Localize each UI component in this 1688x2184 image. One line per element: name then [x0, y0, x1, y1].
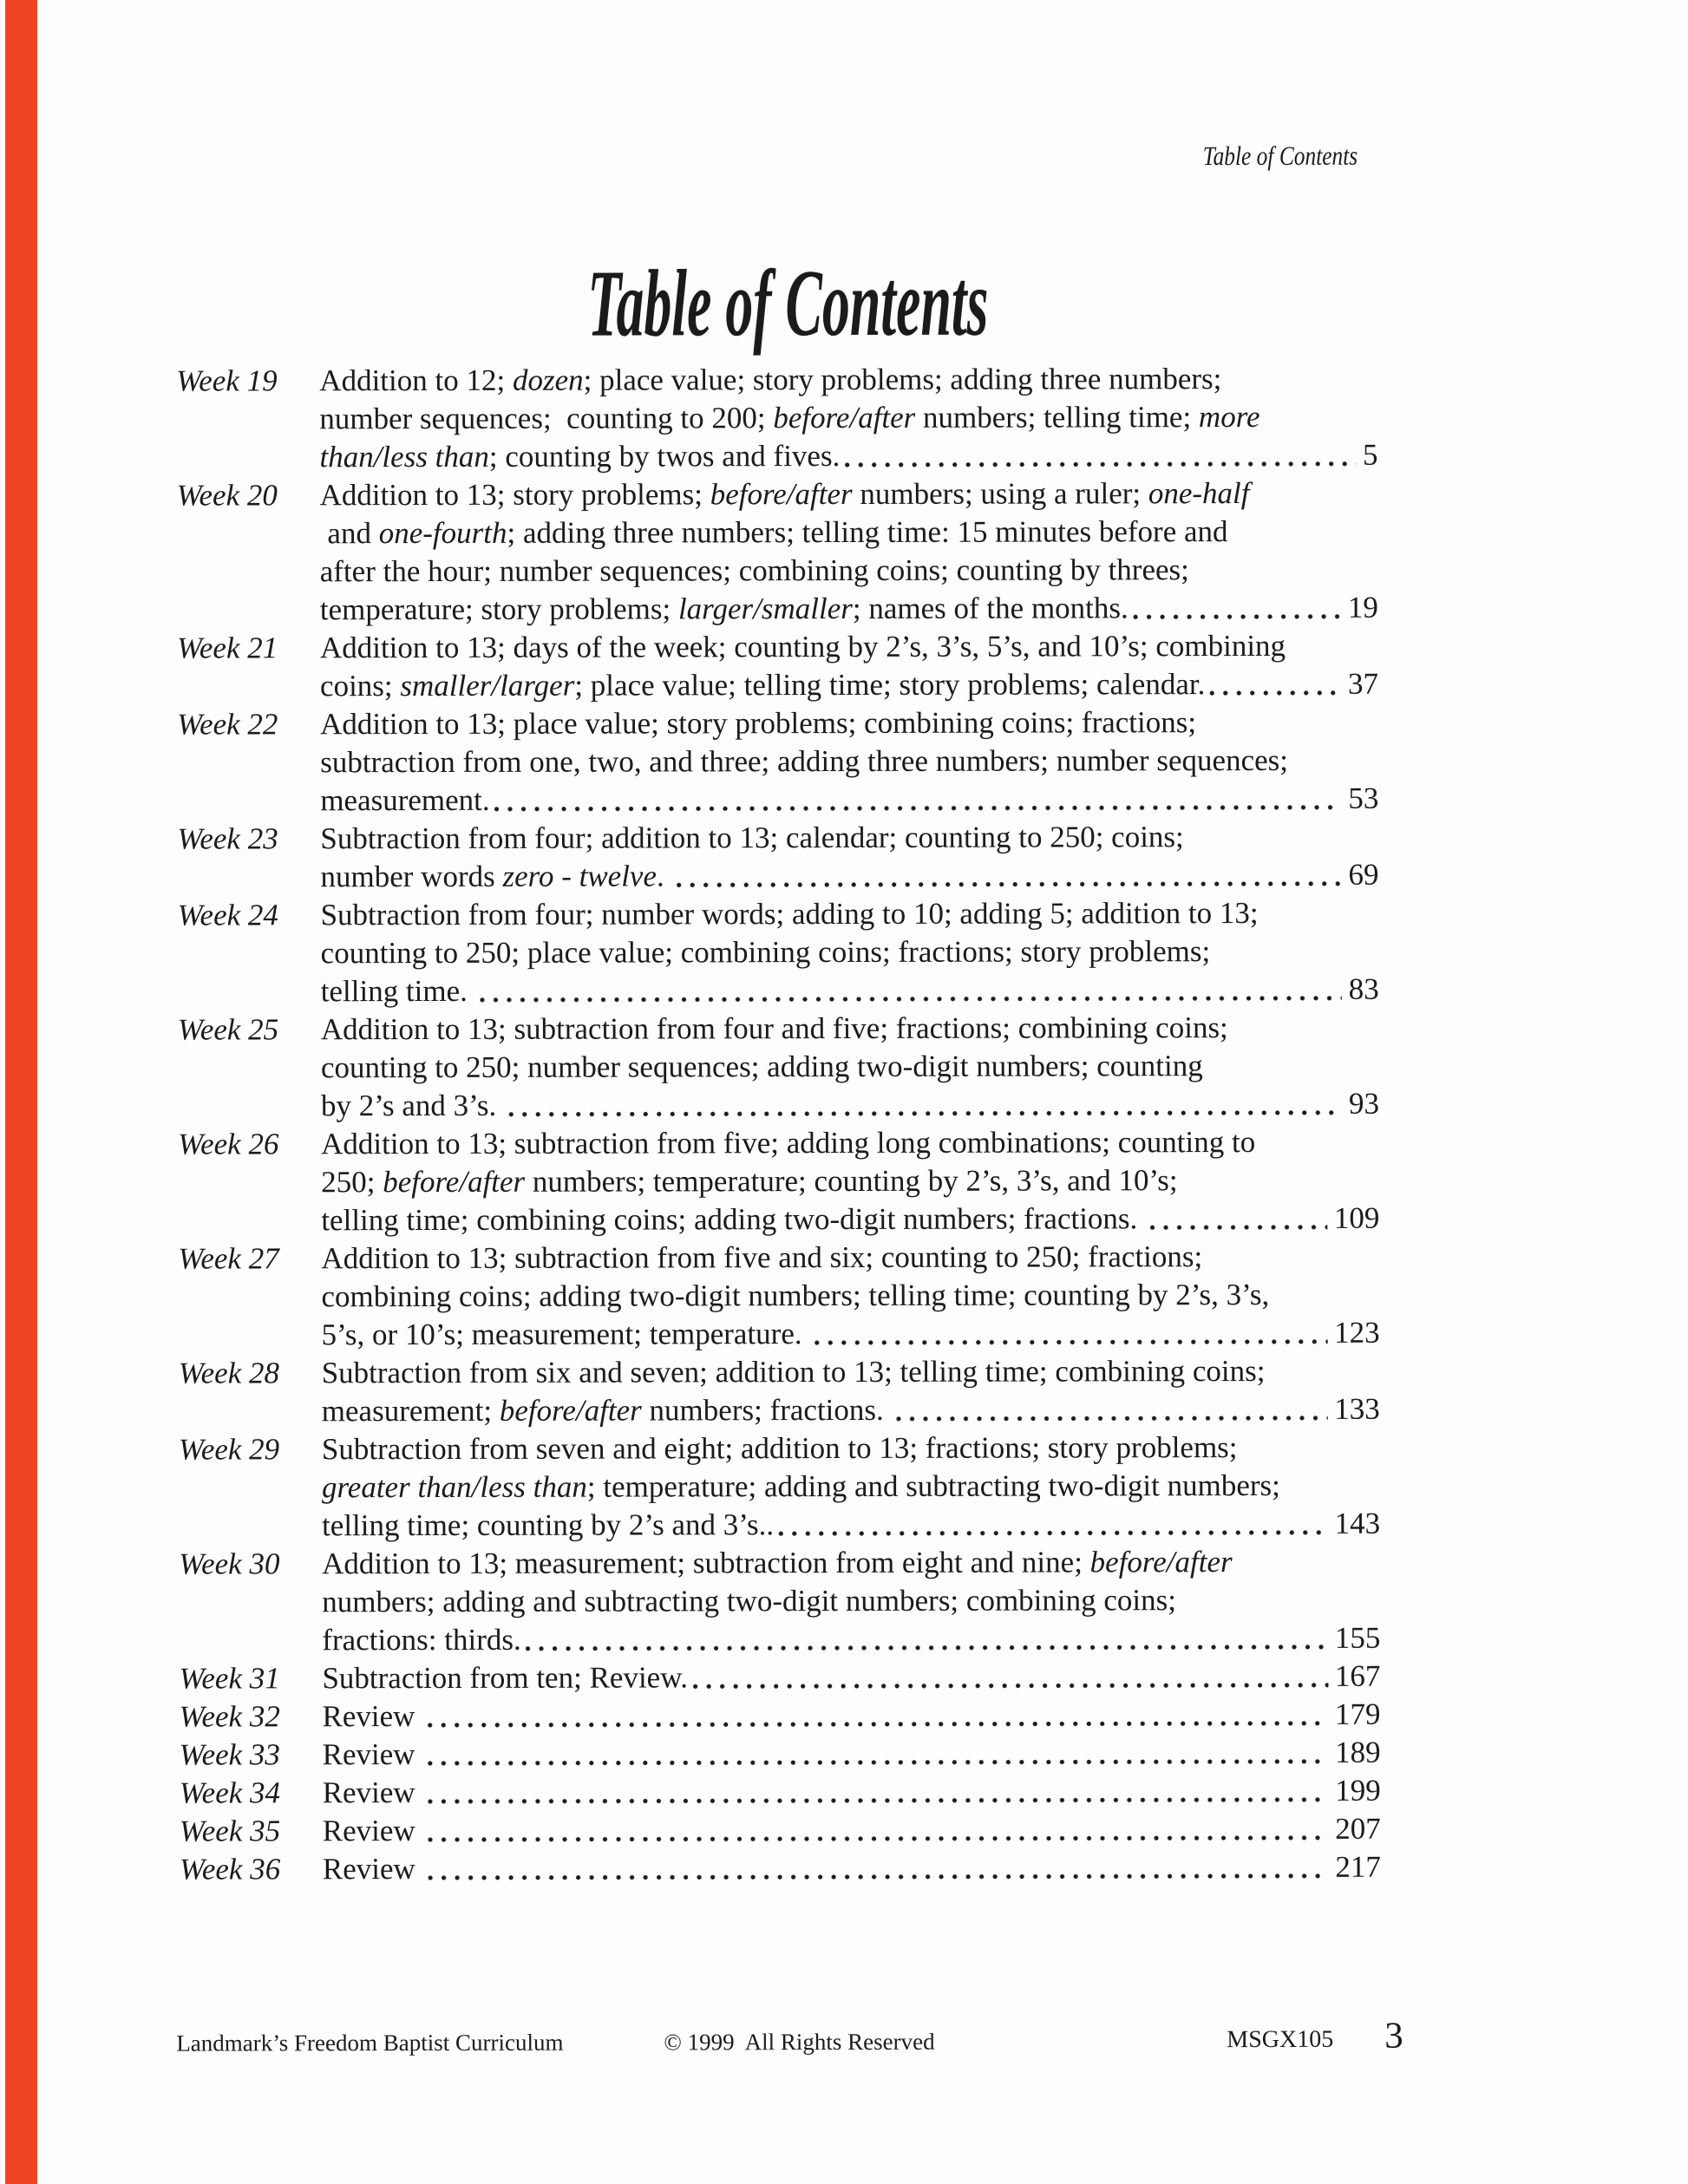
toc-entry-label: Week 31 [179, 1661, 280, 1696]
toc-line-text [319, 437, 840, 476]
toc-line-text [321, 1200, 1145, 1239]
toc-line-segment: dozen [512, 363, 584, 397]
toc-line-text [322, 1506, 774, 1545]
toc-entry-label: Week 32 [179, 1699, 280, 1734]
dot-leader [1149, 1223, 1327, 1232]
toc-line-segment: before/after [383, 1164, 526, 1200]
toc-entry-label: Week 29 [178, 1432, 280, 1467]
toc-line-segment: by 2’s and 3’s. [320, 1088, 505, 1123]
toc-entry-line [319, 360, 1377, 401]
toc-line-text [320, 665, 1205, 705]
toc-line-segment: 250; [321, 1165, 383, 1200]
toc-line-segment: after the hour; number sequences; combining coins; counting by threes; [319, 553, 1189, 589]
toc-line-segment: Addition to 13; place value; story problems; combining coins; fractions; [320, 705, 1197, 742]
toc-entry [177, 818, 1378, 897]
toc-entry-text [323, 1772, 1381, 1813]
toc-line-text [323, 1812, 423, 1850]
toc-line-segment: more [1198, 399, 1260, 435]
toc-entry-text [323, 1734, 1381, 1775]
toc-entry-text [322, 1658, 1380, 1698]
toc-entry-line [322, 1390, 1380, 1431]
toc-entry [179, 1429, 1380, 1546]
toc-line-segment: . [656, 859, 672, 893]
toc-entry-label: Week 21 [176, 631, 278, 665]
toc-line-text [321, 972, 475, 1010]
toc-line-text [321, 1049, 1203, 1084]
toc-entry-line [321, 1200, 1379, 1240]
toc-line-text [322, 1697, 422, 1736]
toc-entry-line [320, 589, 1378, 630]
dot-leader [692, 1681, 1328, 1691]
toc-entry-line [320, 551, 1378, 592]
toc-entry-line [322, 1467, 1380, 1507]
toc-line-text [321, 1010, 1228, 1046]
toc-line-segment: Subtraction from four; addition to 13; calendar; counting to 250; coins; [320, 820, 1184, 856]
toc-page-number: 5 [1362, 437, 1378, 472]
toc-line-text [320, 857, 671, 896]
toc-line-segment: numbers; telling time; [915, 400, 1199, 435]
dot-leader [427, 1834, 1328, 1844]
toc-entry-line [322, 1581, 1380, 1622]
running-header [1203, 141, 1392, 172]
toc-entry [179, 1543, 1380, 1660]
toc-entry [177, 474, 1378, 630]
toc-entry-label: Week 23 [177, 821, 278, 856]
toc-line-segment: smaller/larger [400, 668, 575, 703]
toc-entry [179, 1696, 1380, 1736]
toc-line-segment: zero - twelve [502, 859, 658, 893]
toc-line-segment: greater than/less than [321, 1469, 587, 1505]
toc-line-segment: telling time; combining coins; adding two-digit numbers; fractions. [321, 1201, 1146, 1238]
toc-entry [178, 1009, 1379, 1126]
toc-page-number: 53 [1348, 781, 1379, 815]
toc-page-number: 109 [1333, 1200, 1380, 1235]
toc-line-segment: larger/smaller [677, 591, 853, 626]
toc-entry-label: Week 35 [179, 1814, 281, 1848]
dot-leader [428, 1872, 1329, 1882]
toc-entry-line [322, 1696, 1380, 1736]
toc-entry-label: Week 27 [178, 1241, 279, 1276]
toc-line-segment: Review [322, 1699, 423, 1734]
toc-line-text [323, 1736, 423, 1774]
toc-entry-label: Week 36 [179, 1852, 281, 1886]
toc-line-segment: Review [322, 1737, 423, 1772]
dot-leader [494, 803, 1342, 814]
dot-leader [1133, 612, 1341, 622]
toc-line-segment: Addition to 13; days of the week; counting by 2’s, 3’s, 5’s, and 10’s; combining [319, 628, 1286, 665]
toc-entry-line [320, 665, 1378, 706]
toc-line-segment: before/after [1089, 1545, 1233, 1579]
toc-entry-text [322, 1696, 1380, 1736]
toc-entry-label: Week 24 [177, 898, 278, 932]
toc-line-text [321, 1278, 1269, 1313]
toc-entry [176, 360, 1377, 477]
toc-line-text [320, 553, 1189, 588]
toc-line-text [320, 781, 489, 820]
toc-entry-line [320, 627, 1378, 668]
toc-entry [177, 703, 1378, 821]
toc-line-text [323, 1850, 423, 1888]
toc-line-segment: Subtraction from seven and eight; addition to 13; fractions; story problems; [321, 1430, 1238, 1467]
toc-entry-line [321, 894, 1379, 935]
toc-entry [178, 894, 1379, 1011]
toc-line-segment: Review [322, 1775, 423, 1810]
toc-entry-text [320, 703, 1378, 821]
toc-entry-label: Week 20 [176, 478, 278, 513]
toc-line-text [322, 1354, 1266, 1390]
toc-line-text [321, 1087, 504, 1125]
toc-entry [177, 627, 1378, 706]
toc-line-segment: subtraction from one, two, and three; adding three numbers; number sequences; [320, 742, 1289, 780]
toc-entry [179, 1352, 1380, 1431]
toc-line-text [322, 1545, 1233, 1580]
toc-entry-line [319, 436, 1377, 477]
toc-line-segment: Addition to 13; subtraction from four and five; fractions; combining coins; [320, 1010, 1228, 1047]
toc-entry [180, 1848, 1381, 1889]
toc-line-segment: measurement; [321, 1393, 500, 1429]
toc-entry-label: Week 22 [177, 707, 278, 742]
toc-line-segment: coins; [319, 669, 401, 703]
toc-entry-text [322, 1429, 1380, 1546]
toc-line-text [323, 1774, 423, 1812]
toc-line-segment: Addition to 12; [319, 363, 513, 398]
toc-page-number: 167 [1334, 1658, 1381, 1693]
dot-leader [427, 1795, 1328, 1806]
toc-line-text [321, 896, 1259, 932]
toc-page-number: 83 [1348, 971, 1379, 1006]
toc-entry [180, 1810, 1381, 1851]
toc-line-text [320, 514, 1228, 550]
toc-entry-text [323, 1810, 1381, 1851]
dot-leader [526, 1643, 1328, 1653]
toc-line-segment: Addition to 13; subtraction from five; adding long combinations; counting to [321, 1125, 1256, 1161]
toc-page-number: 37 [1347, 666, 1379, 701]
toc-entry-line [320, 780, 1378, 821]
toc-line-segment: Review [322, 1852, 423, 1886]
toc-line-segment: counting to 250; number sequences; adding two-digit numbers; counting [320, 1049, 1203, 1085]
toc-entry-line [322, 1658, 1380, 1698]
toc-page-number: 217 [1335, 1849, 1381, 1884]
toc-entry [179, 1658, 1380, 1698]
toc-line-segment: ; names of the months. [852, 591, 1129, 625]
toc-entry-line [322, 1619, 1380, 1660]
toc-page-number: 189 [1335, 1735, 1381, 1769]
toc-line-segment: number sequences; counting to 200; [319, 401, 774, 436]
toc-entry-line [321, 1161, 1379, 1202]
toc-entry-line [320, 856, 1378, 897]
toc-page-number: 155 [1334, 1620, 1381, 1655]
toc-line-text [322, 1621, 520, 1659]
toc-line-text [322, 1658, 688, 1697]
toc-entry-text [321, 1238, 1379, 1355]
dot-leader [427, 1757, 1328, 1768]
toc-entry [180, 1734, 1381, 1775]
toc-line-segment: ; temperature; adding and subtracting two-digit numbers; [586, 1468, 1280, 1504]
toc-entry-text [322, 1352, 1380, 1431]
toc-page-number: 207 [1335, 1811, 1381, 1846]
toc-entry-label: Week 25 [177, 1012, 279, 1047]
dot-leader [1209, 689, 1341, 697]
toc-entry-line [319, 398, 1377, 439]
toc-entry-text [320, 474, 1378, 630]
toc-page-number: 123 [1334, 1315, 1380, 1350]
toc-page-number: 133 [1334, 1391, 1380, 1426]
toc-line-segment: telling time. [320, 973, 475, 1009]
toc-entry-label: Week 34 [179, 1775, 281, 1810]
toc-line-text [321, 1163, 1177, 1199]
toc-line-segment: ; place value; telling time; story problems; calendar. [574, 667, 1206, 703]
toc-entry-line [321, 1009, 1379, 1049]
toc-entry-line [322, 1429, 1380, 1469]
running-header-text: Table of Contents [1202, 140, 1358, 172]
toc-line-segment: fractions: thirds. [322, 1622, 521, 1658]
dot-leader [480, 994, 1342, 1004]
toc-entry-line [323, 1810, 1381, 1851]
toc-page-number: 143 [1334, 1506, 1381, 1540]
toc-line-segment: and [319, 516, 379, 551]
toc-line-text [321, 1125, 1255, 1161]
toc-line-text [320, 589, 1129, 629]
toc-line-segment: Subtraction from six and seven; addition to 13; telling time; combining coins; [321, 1353, 1266, 1390]
toc-entry [180, 1772, 1381, 1813]
toc-line-segment: than/less than [319, 439, 489, 474]
dot-leader [844, 460, 1356, 469]
toc-entry-line [321, 1238, 1379, 1278]
toc-line-segment: Subtraction from ten; Review. [322, 1660, 688, 1696]
toc-line-segment: Addition to 13; measurement; subtraction from eight and nine; [322, 1545, 1090, 1581]
toc-page-number: 179 [1334, 1697, 1381, 1731]
toc-line-text [319, 362, 1221, 397]
footer-page-number: 3 [1384, 2015, 1403, 2056]
toc-line-segment: numbers; temperature; counting by 2’s, 3’s, and 10’s; [525, 1163, 1178, 1199]
toc-entry-line [321, 1123, 1379, 1164]
page-title-text: Table of Contents [586, 249, 989, 356]
footer-copyright: © 1999 All Rights Reserved [664, 2028, 935, 2056]
toc-entry-line [321, 1085, 1379, 1126]
dot-leader [508, 1108, 1342, 1119]
toc-entry-line [321, 1047, 1379, 1088]
toc-line-segment: Subtraction from four; number words; adding to 10; adding 5; addition to 13; [320, 895, 1259, 932]
toc-page-number: 199 [1335, 1773, 1381, 1808]
toc-line-segment: ; counting by twos and fives. [488, 439, 841, 474]
toc-line-segment: ; adding three numbers; telling time: 15 minutes before and [507, 514, 1228, 550]
toc-page-number: 69 [1348, 857, 1379, 892]
dot-leader [896, 1414, 1328, 1423]
toc-entry-line [320, 703, 1378, 744]
toc-entry-label: Week 28 [178, 1356, 280, 1390]
toc-entry [178, 1123, 1379, 1240]
toc-entry-line [323, 1848, 1381, 1889]
toc-entry-line [322, 1314, 1380, 1355]
toc-entry-label: Week 26 [178, 1127, 279, 1161]
toc-entry-label: Week 19 [176, 363, 278, 398]
toc-entry-line [320, 513, 1378, 553]
toc-entry-text [322, 1543, 1380, 1660]
toc-line-segment: combining coins; adding two-digit numbers; telling time; counting by 2’s, 3’s, [321, 1277, 1270, 1314]
toc-entry-text [321, 1009, 1379, 1126]
toc-entry-line [320, 474, 1378, 515]
toc-entry-label: Week 33 [179, 1737, 280, 1772]
toc-line-text [320, 743, 1288, 779]
toc-entry-line [320, 742, 1378, 782]
toc-line-text [322, 1430, 1238, 1466]
toc-page-number: 19 [1347, 590, 1378, 624]
toc-line-segment: number words [320, 859, 503, 894]
toc-line-text [322, 1315, 810, 1354]
toc-line-text [322, 1583, 1176, 1618]
footer-item-code: MSGX105 [1227, 2025, 1334, 2054]
toc-entry-text [320, 818, 1378, 897]
toc-line-text [322, 1468, 1280, 1504]
toc-line-text [320, 820, 1183, 855]
toc-page-number: 93 [1348, 1086, 1380, 1121]
toc-line-segment: numbers; using a ruler; [852, 476, 1148, 511]
toc-line-segment: ; place value; story problems; adding three numbers; [583, 362, 1222, 397]
page-title [0, 249, 1577, 356]
toc-entry-line [322, 1543, 1380, 1584]
toc-line-segment: 5’s, or 10’s; measurement; temperature. [321, 1317, 810, 1352]
toc-entry-text [320, 627, 1378, 706]
toc-line-segment: before/after [499, 1393, 642, 1428]
toc-entry-line [323, 1734, 1381, 1775]
toc-entry-text [321, 1123, 1379, 1240]
toc-line-text [320, 476, 1250, 512]
toc-line-segment: telling time; counting by 2’s and 3’s.. [322, 1507, 775, 1543]
toc-line-segment: counting to 250; place value; combining coins; fractions; story problems; [320, 934, 1211, 971]
toc-line-text [320, 705, 1196, 741]
toc-line-text [319, 400, 1259, 435]
dot-leader [676, 879, 1341, 890]
toc-entry-line [321, 971, 1379, 1011]
toc-line-text [322, 1391, 892, 1430]
toc-line-segment: before/after [710, 476, 853, 512]
toc-entry-text [321, 894, 1379, 1011]
toc-list [176, 360, 1381, 1889]
toc-line-text [320, 629, 1286, 664]
toc-entry-line [322, 1505, 1380, 1546]
toc-line-segment: numbers; adding and subtracting two-digit numbers; combining coins; [322, 1583, 1176, 1619]
toc-entry-text [323, 1848, 1381, 1889]
toc-line-segment: before/after [773, 400, 916, 435]
toc-line-segment: temperature; story problems; [319, 592, 678, 627]
toc-line-segment: one-fourth [378, 515, 507, 551]
toc-line-segment: one-half [1148, 476, 1250, 511]
toc-entry-label: Week 30 [179, 1546, 280, 1581]
toc-entry-line [320, 818, 1378, 859]
toc-entry-line [322, 1352, 1380, 1393]
toc-entry-line [321, 1276, 1379, 1317]
toc-line-segment: numbers; fractions. [641, 1392, 892, 1428]
toc-line-segment: Review [322, 1814, 423, 1848]
toc-entry-line [323, 1772, 1381, 1813]
dot-leader [778, 1528, 1327, 1538]
toc-line-segment: measurement. [320, 782, 490, 818]
footer-publisher: Landmark’s Freedom Baptist Curriculum [176, 2029, 564, 2056]
toc-entry [178, 1238, 1379, 1355]
toc-line-segment: Addition to 13; story problems; [319, 477, 710, 513]
toc-line-text [321, 1239, 1202, 1275]
dot-leader [814, 1337, 1327, 1347]
toc-line-text [321, 934, 1211, 970]
dot-leader [427, 1719, 1328, 1730]
toc-entry-text [319, 360, 1377, 477]
toc-line-segment: Addition to 13; subtraction from five and six; counting to 250; fractions; [321, 1239, 1203, 1276]
toc-entry-line [321, 932, 1379, 973]
